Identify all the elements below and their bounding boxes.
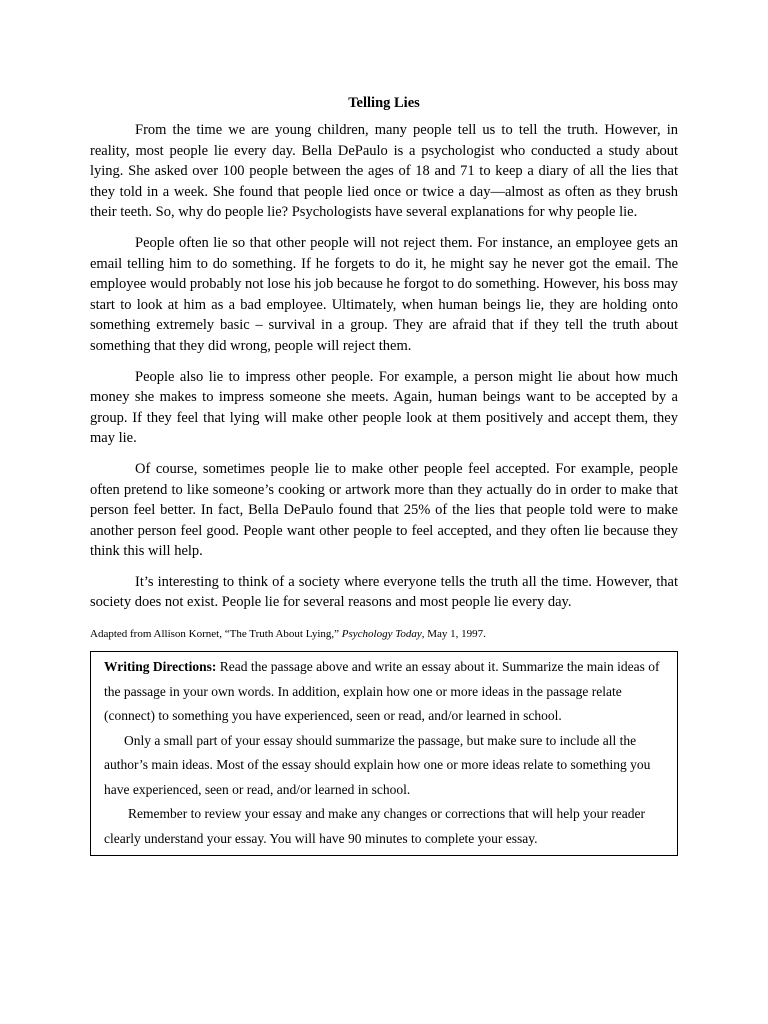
paragraph-2: People often lie so that other people will not reject them. For instance, an employee gets an email telling him to do something. If he forgets to do it, he might say he never got the email. The employee would probably not lose his job because he forgot to do something. However, his boss may start to look at him as a bad employee. Ultimately, when human beings lie, they are holding onto something extremely basic – survival in a group. They are afraid that if they tell the truth about something that they did wrong, people will reject them. xyxy=(90,234,678,354)
paragraph-1: From the time we are young children, many people tell us to tell the truth. However, in reality, most people lie every day. Bella DePaulo is a psychologist who conducted a study about lying. She asked over 100 people between the ages of 18 and 71 to keep a diary of all the lies that they told in a week. She found that people lied once or twice a day—almost as often as they brush their teeth. So, why do people lie? Psychologists have several explanations for why people lie. xyxy=(90,122,678,221)
document-page xyxy=(90,94,678,856)
source-suffix: , May 1, 1997. xyxy=(421,628,486,641)
document-title: Telling Lies xyxy=(348,95,420,111)
source-publication: Psychology Today xyxy=(341,628,422,641)
paragraph-5: It’s interesting to think of a society where everyone tells the truth all the time. However, that society does not exist. People lie for several reasons and most people lie every day. xyxy=(90,573,678,611)
directions-label: Writing Directions: xyxy=(104,659,217,675)
paragraph-3: People also lie to impress other people. For example, a person might lie about how much money she makes to impress someone she meets. Again, human beings want to be accepted by a group. If they feel that lying will make other people look at them positively and accept them, they may lie. xyxy=(90,368,678,447)
source-citation xyxy=(90,627,678,641)
directions-paragraph-2: Only a small part of your essay should summarize the passage, but make sure to include all the author’s main ideas. Most of the essay should explain how one or more ideas relate to something you have experienced, seen or read, and/or learned in school. xyxy=(104,732,651,797)
paragraph-4: Of course, sometimes people lie to make other people feel accepted. For example, people often pretend to like someone’s cooking or artwork more than they actually do in order to make that person feel better. In fact, Bella DePaulo found that 25% of the lies that people told were to make another person feel good. People want other people to feel accepted, and they often lie because they think this will help. xyxy=(90,460,678,560)
source-prefix: Adapted from Allison Kornet, “The Truth About Lying,” xyxy=(90,628,342,641)
directions-first-text: Read the passage above and write an essay about it. Summarize the main ideas of the passage in your own words. In addition, explain how one or more ideas in the passage relate (connect) to something you have experienced, seen or read, and/or learned in school. xyxy=(104,659,660,724)
directions-paragraph-3: Remember to review your essay and make any changes or corrections that will help your reader clearly understand your essay. You will have 90 minutes to complete your essay. xyxy=(104,806,645,846)
writing-directions-box xyxy=(90,651,678,856)
directions-paragraph-1 xyxy=(104,655,665,729)
